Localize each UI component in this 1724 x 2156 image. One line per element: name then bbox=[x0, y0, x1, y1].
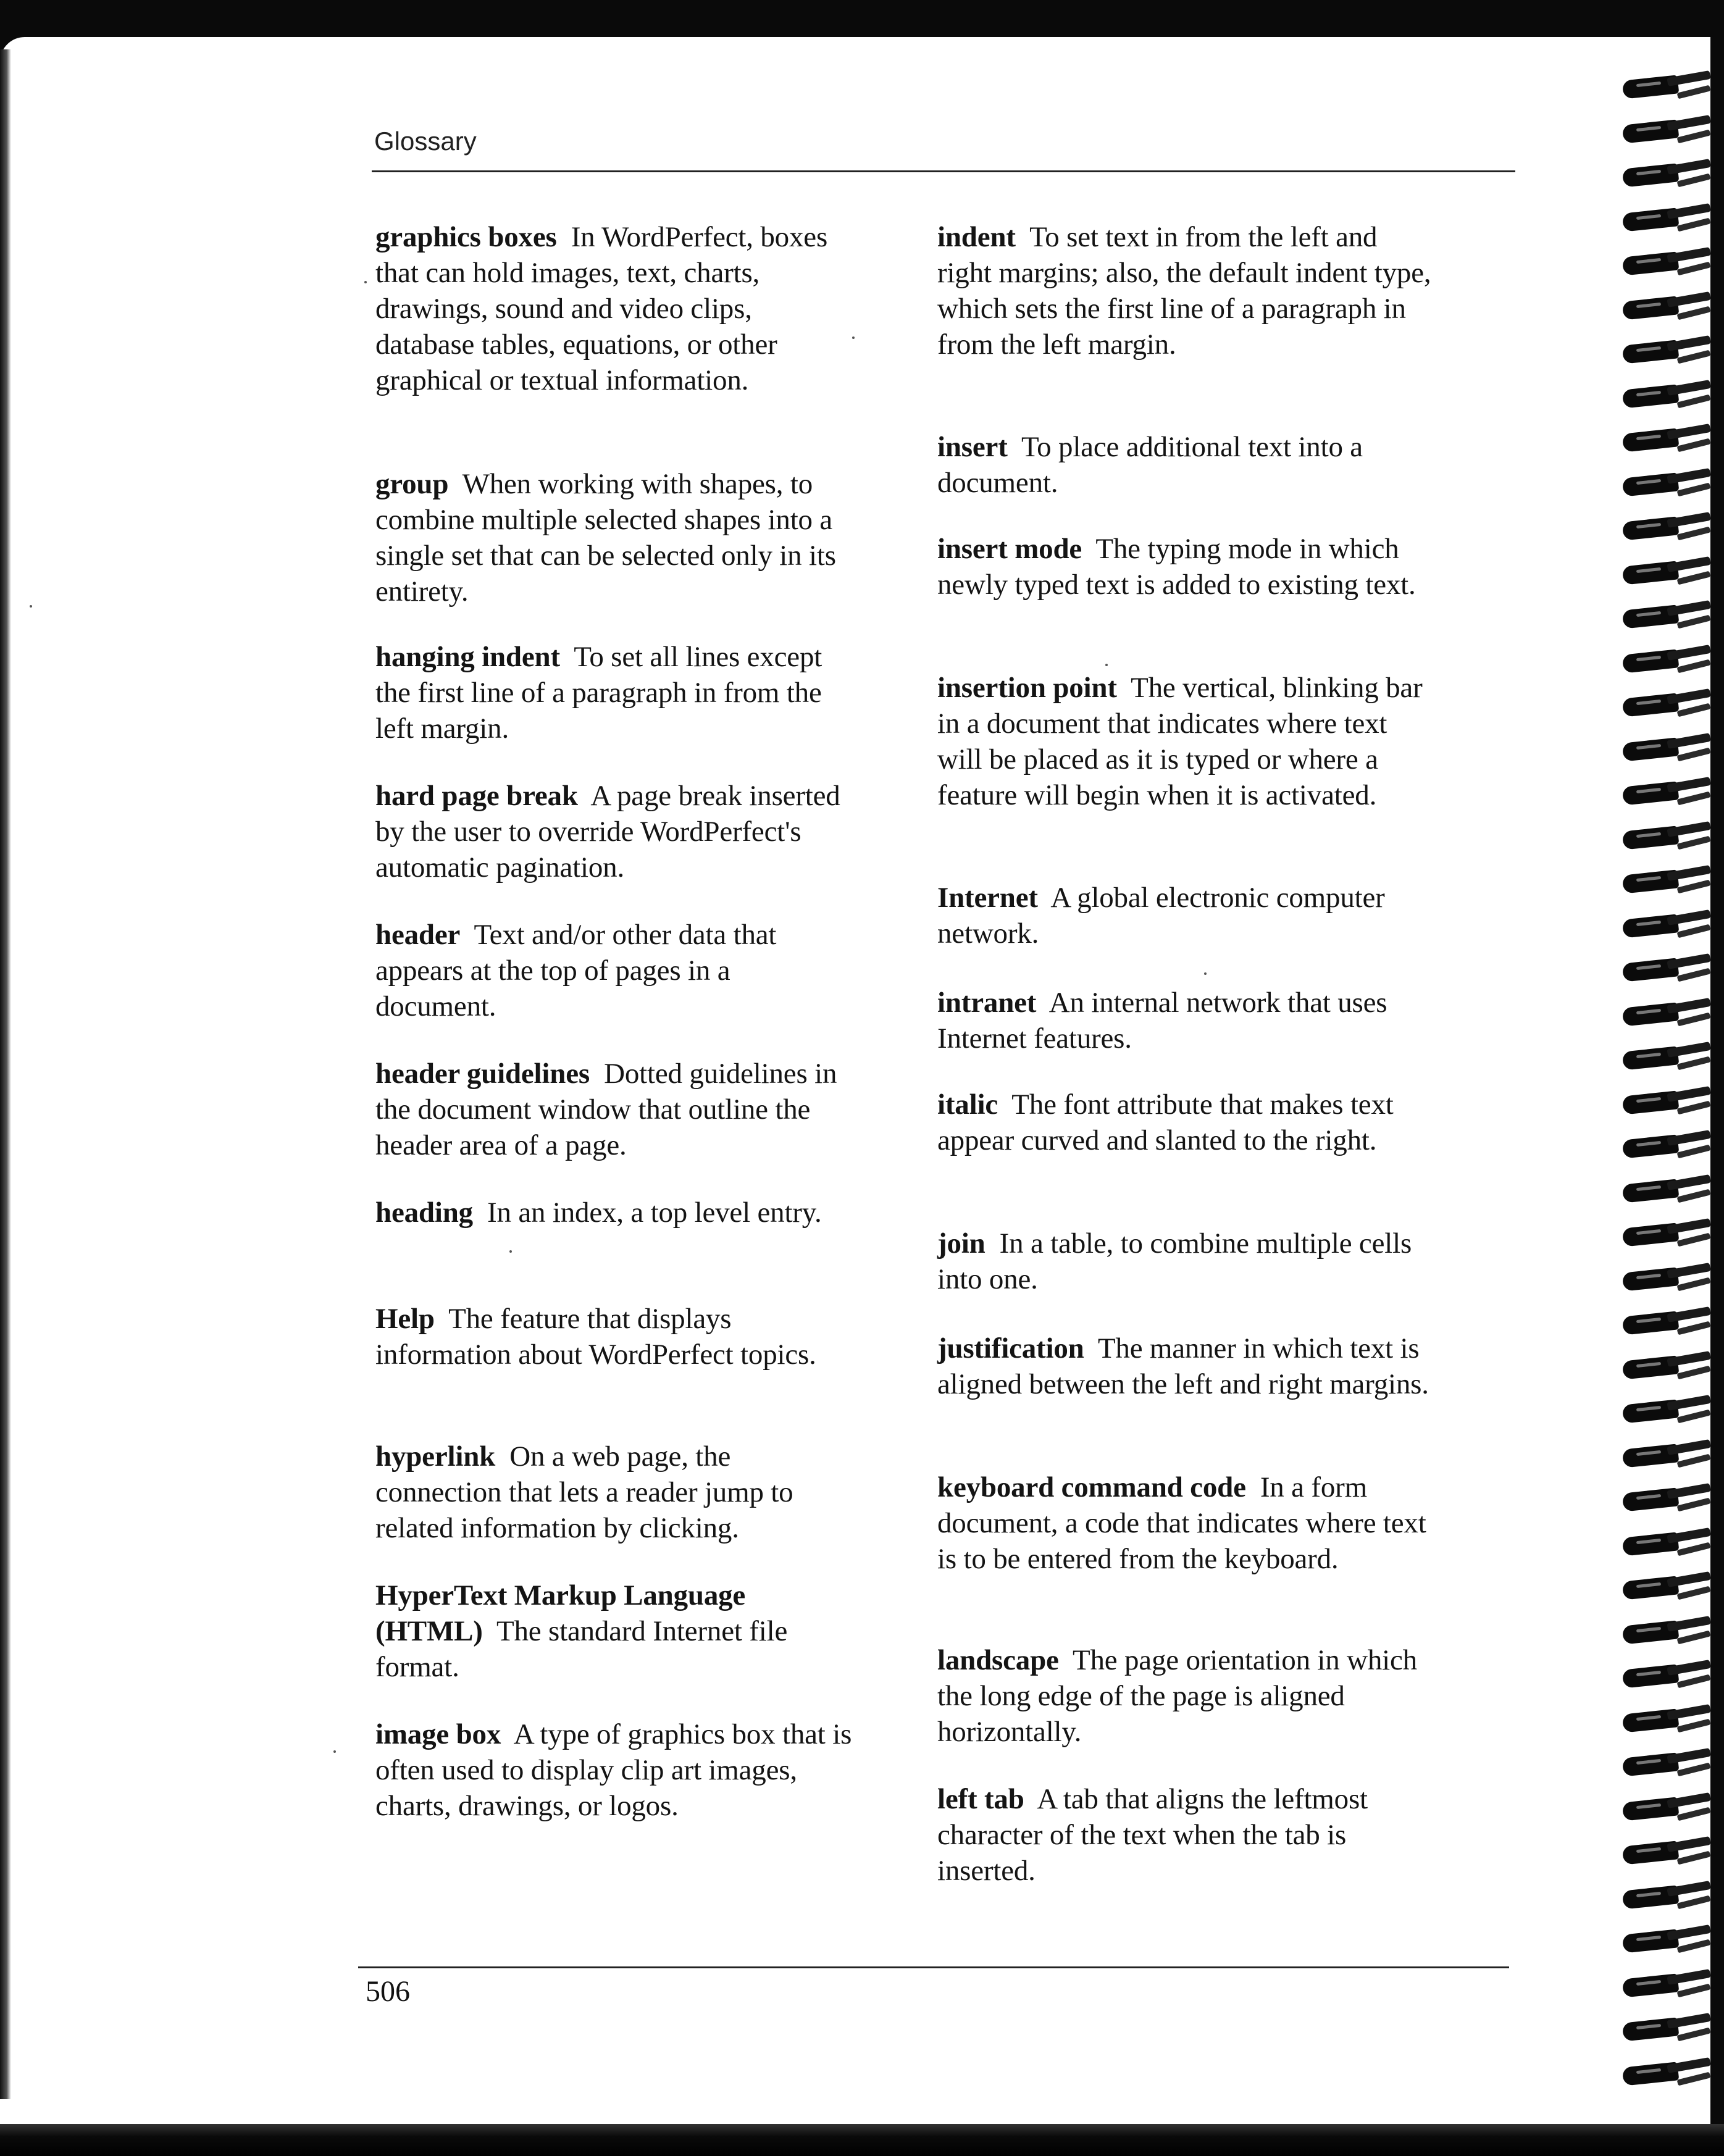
glossary-definition: An internal network that uses Internet features. bbox=[937, 987, 1387, 1055]
binding-ring bbox=[1618, 825, 1710, 852]
scan-speck bbox=[509, 1250, 512, 1253]
binding-ring bbox=[1618, 1708, 1710, 1735]
glossary-entry bbox=[375, 1577, 857, 1685]
binding-ring bbox=[1618, 1531, 1710, 1558]
glossary-term: heading bbox=[375, 1197, 473, 1229]
glossary-entry bbox=[375, 1439, 857, 1546]
binding-ring bbox=[1618, 207, 1710, 234]
page-top-corner bbox=[0, 37, 1724, 80]
binding-ring bbox=[1618, 339, 1710, 366]
glossary-entry bbox=[375, 917, 857, 1024]
glossary-term: hard page break bbox=[375, 780, 578, 812]
binding-ring bbox=[1618, 1487, 1710, 1514]
glossary-definition: The standard Internet file format. bbox=[375, 1615, 788, 1683]
glossary-term: join bbox=[937, 1227, 985, 1260]
binding-ring bbox=[1618, 295, 1710, 322]
running-head: Glossary bbox=[374, 127, 477, 156]
binding-ring bbox=[1618, 1045, 1710, 1072]
binding-ring bbox=[1618, 957, 1710, 984]
binding-ring bbox=[1618, 1001, 1710, 1029]
glossary-definition: The manner in which text is aligned between the left and right margins. bbox=[937, 1332, 1429, 1400]
scan-speck bbox=[364, 281, 367, 283]
glossary-term: keyboard command code bbox=[937, 1471, 1246, 1503]
glossary-entry bbox=[937, 985, 1431, 1056]
scan-speck bbox=[1204, 972, 1207, 975]
glossary-definition: The font attribute that makes text appear curved and slanted to the right. bbox=[937, 1088, 1394, 1156]
glossary-entry bbox=[937, 1087, 1431, 1158]
glossary-definition: In WordPerfect, boxes that can hold images, text, charts, drawings, sound and video clips, database tables, equations, or other graphical or textual information. bbox=[375, 221, 828, 396]
glossary-term: group bbox=[375, 468, 449, 500]
glossary-definition: In a form document, a code that indicates where text is to be entered from the keyboard. bbox=[937, 1471, 1426, 1575]
binding-ring bbox=[1618, 1973, 1710, 2000]
binding-ring bbox=[1618, 251, 1710, 278]
binding-ring bbox=[1618, 1796, 1710, 1823]
scan-speck bbox=[852, 336, 855, 339]
spiral-binding bbox=[1618, 74, 1717, 2105]
glossary-definition: Text and/or other data that appears at the top of pages in a document. bbox=[375, 919, 777, 1022]
scanner-bottom-edge bbox=[0, 2124, 1724, 2156]
glossary-entry bbox=[375, 1195, 822, 1231]
glossary-entry bbox=[937, 1226, 1431, 1297]
glossary-term: insert mode bbox=[937, 533, 1082, 565]
glossary-term: Help bbox=[375, 1303, 435, 1335]
binding-ring bbox=[1618, 427, 1710, 454]
glossary-definition: The feature that displays information about WordPerfect topics. bbox=[375, 1303, 816, 1371]
glossary-entry bbox=[937, 429, 1431, 501]
binding-ring bbox=[1618, 1752, 1710, 1779]
glossary-term: hyperlink bbox=[375, 1440, 496, 1473]
glossary-definition: Dotted guidelines in the document window that outline the header area of a page. bbox=[375, 1058, 837, 1161]
glossary-term: italic bbox=[937, 1088, 998, 1121]
binding-ring bbox=[1618, 1663, 1710, 1690]
binding-ring bbox=[1618, 913, 1710, 940]
glossary-definition: In a table, to combine multiple cells into one. bbox=[937, 1227, 1412, 1295]
glossary-entry bbox=[937, 880, 1431, 951]
glossary-entry bbox=[375, 466, 857, 609]
binding-ring bbox=[1618, 383, 1710, 411]
binding-ring bbox=[1618, 1443, 1710, 1470]
glossary-entry bbox=[375, 778, 857, 885]
header-rule bbox=[372, 170, 1515, 172]
glossary-definition: When working with shapes, to combine multiple selected shapes into a single set that can be selected only in its entirety. bbox=[375, 468, 836, 608]
glossary-entry bbox=[375, 1301, 857, 1373]
glossary-definition: To set text in from the left and right margins; also, the default indent type, which sets the first line of a paragraph in from the left margin. bbox=[937, 221, 1431, 361]
binding-ring bbox=[1618, 1178, 1710, 1205]
glossary-term: indent bbox=[937, 221, 1016, 253]
glossary-entry bbox=[937, 1781, 1431, 1889]
binding-ring bbox=[1618, 162, 1710, 190]
glossary-term: left tab bbox=[937, 1783, 1024, 1815]
binding-ring bbox=[1618, 1619, 1710, 1647]
glossary-definition: To set all lines except the first line of a paragraph in from the left margin. bbox=[375, 641, 822, 745]
binding-ring bbox=[1618, 1840, 1710, 1867]
binding-ring bbox=[1618, 1266, 1710, 1293]
glossary-term: insert bbox=[937, 431, 1008, 463]
binding-ring bbox=[1618, 648, 1710, 675]
glossary-term: landscape bbox=[937, 1644, 1059, 1676]
binding-ring bbox=[1618, 737, 1710, 764]
binding-ring bbox=[1618, 74, 1710, 101]
binding-ring bbox=[1618, 1222, 1710, 1249]
glossary-term: hanging indent bbox=[375, 641, 560, 673]
binding-ring bbox=[1618, 1398, 1710, 1426]
glossary-term: header bbox=[375, 919, 461, 951]
glossary-definition: On a web page, the connection that lets a reader jump to related information by clicking. bbox=[375, 1440, 793, 1544]
glossary-term: insertion point bbox=[937, 672, 1117, 704]
binding-ring bbox=[1618, 869, 1710, 896]
scanner-left-edge bbox=[0, 49, 11, 2099]
glossary-term: header guidelines bbox=[375, 1058, 590, 1090]
glossary-entry bbox=[937, 531, 1431, 603]
binding-ring bbox=[1618, 1884, 1710, 1912]
glossary-definition: The typing mode in which newly typed text is added to existing text. bbox=[937, 533, 1416, 601]
scan-speck bbox=[30, 605, 32, 608]
glossary-entry bbox=[937, 219, 1431, 362]
binding-ring bbox=[1618, 1134, 1710, 1161]
glossary-entry bbox=[937, 1331, 1431, 1402]
glossary-entry bbox=[375, 639, 857, 746]
binding-ring bbox=[1618, 2016, 1710, 2044]
binding-ring bbox=[1618, 516, 1710, 543]
binding-ring bbox=[1618, 560, 1710, 587]
glossary-definition: A type of graphics box that is often used to display clip art images, charts, drawings, or logos. bbox=[375, 1718, 852, 1822]
binding-ring bbox=[1618, 119, 1710, 146]
binding-ring bbox=[1618, 1310, 1710, 1337]
glossary-term: HyperText Markup Language (HTML) bbox=[375, 1579, 746, 1647]
binding-ring bbox=[1618, 1355, 1710, 1382]
binding-ring bbox=[1618, 692, 1710, 719]
glossary-term: intranet bbox=[937, 987, 1037, 1019]
glossary-term: justification bbox=[937, 1332, 1084, 1364]
binding-ring bbox=[1618, 472, 1710, 499]
glossary-term: graphics boxes bbox=[375, 221, 557, 253]
glossary-definition: A page break inserted by the user to override WordPerfect's automatic pagination. bbox=[375, 780, 840, 884]
scan-speck bbox=[1105, 664, 1108, 666]
glossary-definition: A global electronic computer network. bbox=[937, 882, 1385, 950]
glossary-definition: A tab that aligns the leftmost character of the text when the tab is inserted. bbox=[937, 1783, 1368, 1887]
binding-ring bbox=[1618, 1575, 1710, 1602]
binding-ring bbox=[1618, 1928, 1710, 1955]
glossary-entry bbox=[937, 1642, 1431, 1750]
glossary-definition: The page orientation in which the long edge of the page is aligned horizontally. bbox=[937, 1644, 1417, 1748]
glossary-definition: To place additional text into a document. bbox=[937, 431, 1363, 499]
footer-rule bbox=[358, 1966, 1509, 1968]
glossary-entry bbox=[375, 1056, 857, 1163]
glossary-term: Internet bbox=[937, 882, 1038, 914]
binding-ring bbox=[1618, 2061, 1710, 2088]
glossary-entry bbox=[375, 219, 857, 398]
glossary-definition: In an index, a top level entry. bbox=[487, 1197, 822, 1229]
glossary-entry bbox=[375, 1716, 857, 1824]
page-number: 506 bbox=[366, 1975, 410, 2008]
glossary-definition: The vertical, blinking bar in a document that indicates where text will be placed as it is typed or where a feature will begin when it is activated. bbox=[937, 672, 1423, 811]
binding-ring bbox=[1618, 780, 1710, 808]
binding-ring bbox=[1618, 604, 1710, 631]
binding-ring bbox=[1618, 1090, 1710, 1117]
glossary-entry bbox=[937, 1469, 1431, 1577]
glossary-entry bbox=[937, 670, 1431, 813]
scan-speck bbox=[333, 1750, 336, 1753]
glossary-term: image box bbox=[375, 1718, 501, 1750]
